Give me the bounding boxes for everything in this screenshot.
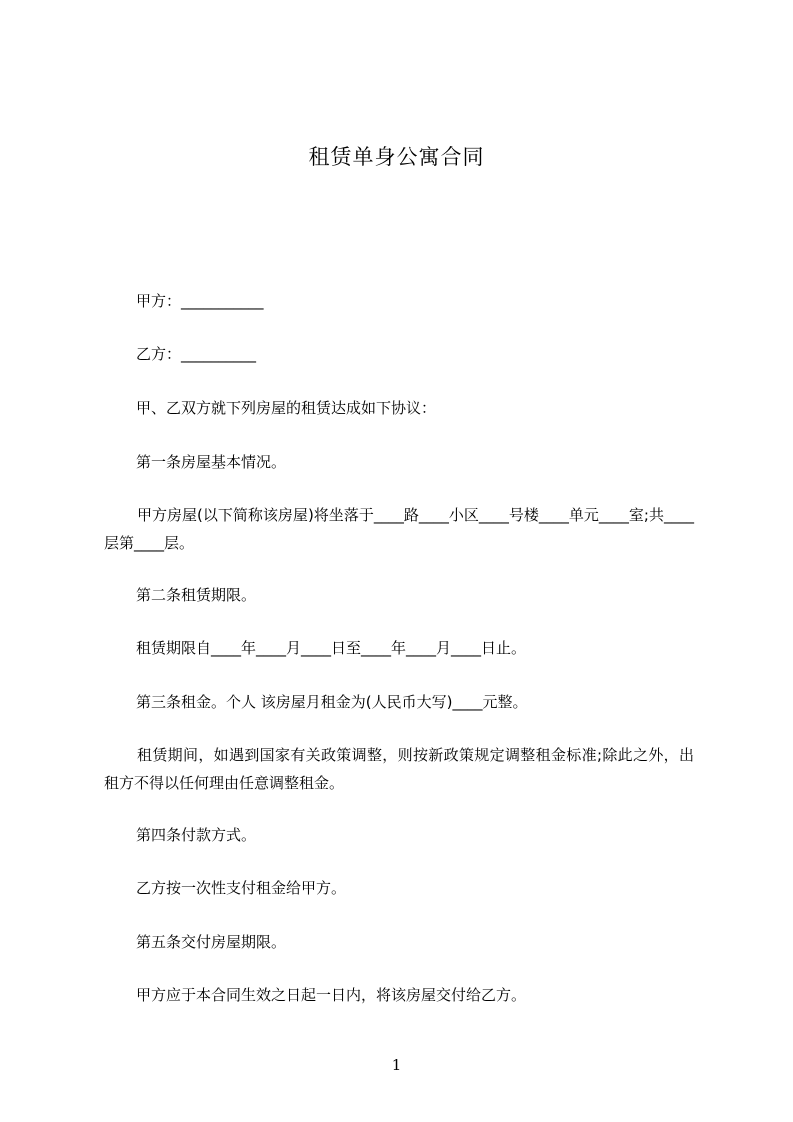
party-b-line: 乙方：__________ <box>136 345 257 363</box>
article-1-body: 甲方房屋(以下简称该房屋)将坐落于____路____小区____号楼____单元____室;共____层第____层。 <box>104 506 694 552</box>
article-2-body: 租赁期限自____年____月____日至____年____月____日止。 <box>136 639 527 657</box>
agreement-intro: 甲、乙双方就下列房屋的租赁达成如下协议： <box>136 399 437 417</box>
article-2-heading: 第二条租赁期限。 <box>136 586 257 604</box>
article-5-body: 甲方应于本合同生效之日起一日内，将该房屋交付给乙方。 <box>136 986 527 1004</box>
page-number: 1 <box>391 1056 402 1074</box>
article-3-heading: 第三条租金。个人 该房屋月租金为(人民币大写)____元整。 <box>136 693 528 711</box>
article-4-heading: 第四条付款方式。 <box>136 826 257 844</box>
party-a-line: 甲方：___________ <box>136 292 264 310</box>
article-1-heading: 第一条房屋基本情况。 <box>136 453 287 471</box>
article-3-body: 租赁期间，如遇到国家有关政策调整，则按新政策规定调整租金标准;除此之外，出租方不得以任何理由任意调整租金。 <box>104 746 694 792</box>
article-5-heading: 第五条交付房屋期限。 <box>136 933 287 951</box>
article-4-body: 乙方按一次性支付租金给甲方。 <box>136 879 347 897</box>
document-title: 租赁单身公寓合同 <box>308 145 485 169</box>
